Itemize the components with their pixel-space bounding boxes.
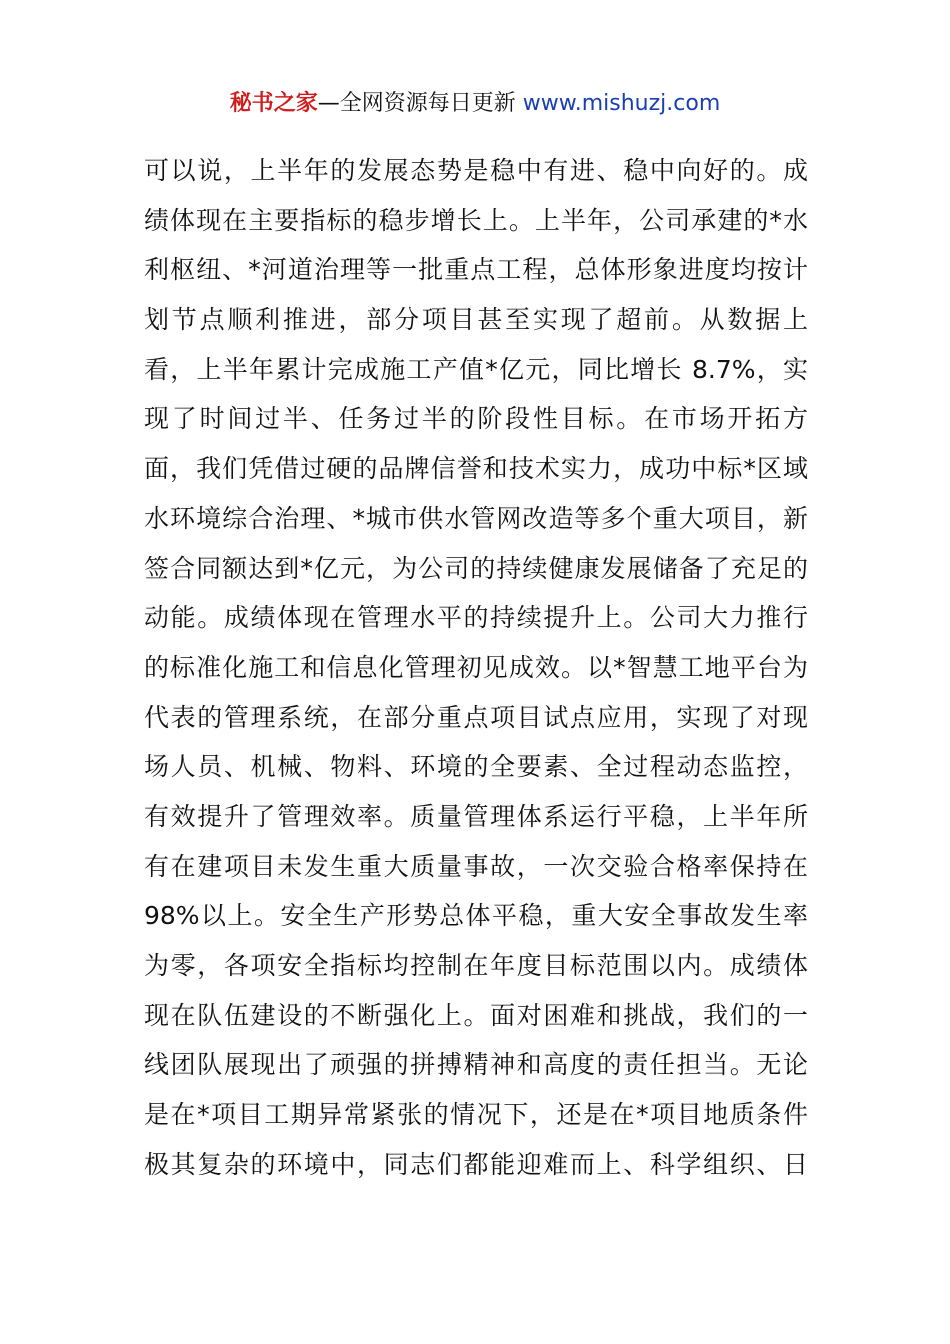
paragraph-line: 利枢纽、*河道治理等一批重点工程，总体形象进度均按计 (144, 255, 808, 285)
paragraph-line: 水环境综合治理、*城市供水管网改造等多个重大项目，新 (144, 503, 808, 533)
paragraph-line: 划节点顺利推进，部分项目甚至实现了超前。从数据上 (144, 305, 808, 335)
paragraph-line: 签合同额达到*亿元，为公司的持续健康发展储备了充足的 (144, 553, 808, 583)
site-tagline: —全网资源每日更新 (317, 91, 523, 116)
paragraph-line: 极其复杂的环境中，同志们都能迎难而上、科学组织、日 (144, 1149, 808, 1179)
paragraph-line: 是在*项目工期异常紧张的情况下，还是在*项目地质条件 (144, 1100, 808, 1130)
paragraph-line: 看，上半年累计完成施工产值*亿元，同比增长 8.7%，实 (144, 354, 808, 384)
paragraph-line: 为零，各项安全指标均控制在年度目标范围以内。成绩体 (144, 951, 808, 980)
site-brand: 秘书之家 (229, 91, 318, 116)
paragraph-line: 的标准化施工和信息化管理初见成效。以*智慧工地平台为 (144, 652, 808, 682)
paragraph-line: 面，我们凭借过硬的品牌信誉和技术实力，成功中标*区域 (144, 454, 808, 484)
paragraph-line: 现在队伍建设的不断强化上。面对困难和挑战，我们的一 (144, 1000, 808, 1030)
paragraph-line: 动能。成绩体现在管理水平的持续提升上。公司大力推行 (144, 603, 808, 633)
paragraph-line: 线团队展现出了顽强的拼搏精神和高度的责任担当。无论 (144, 1050, 808, 1080)
paragraph-line: 有效提升了管理效率。质量管理体系运行平稳，上半年所 (144, 801, 808, 831)
paragraph-line: 现了时间过半、任务过半的阶段性目标。在市场开拓方 (144, 404, 808, 434)
paragraph-line: 绩体现在主要指标的稳步增长上。上半年，公司承建的*水 (144, 205, 808, 235)
site-url-link[interactable]: www.mishuzj.com (522, 91, 721, 116)
site-header (0, 88, 950, 120)
paragraph-line: 有在建项目未发生重大质量事故，一次交验合格率保持在 (144, 851, 808, 881)
paragraph-line: 可以说，上半年的发展态势是稳中有进、稳中向好的。成 (144, 156, 808, 185)
paragraph-line: 98%以上。安全生产形势总体平稳，重大安全事故发生率 (144, 901, 808, 931)
document-body (144, 146, 808, 1189)
paragraph-line: 代表的管理系统，在部分重点项目试点应用，实现了对现 (144, 702, 808, 732)
paragraph-line: 场人员、机械、物料、环境的全要素、全过程动态监控， (144, 752, 808, 782)
